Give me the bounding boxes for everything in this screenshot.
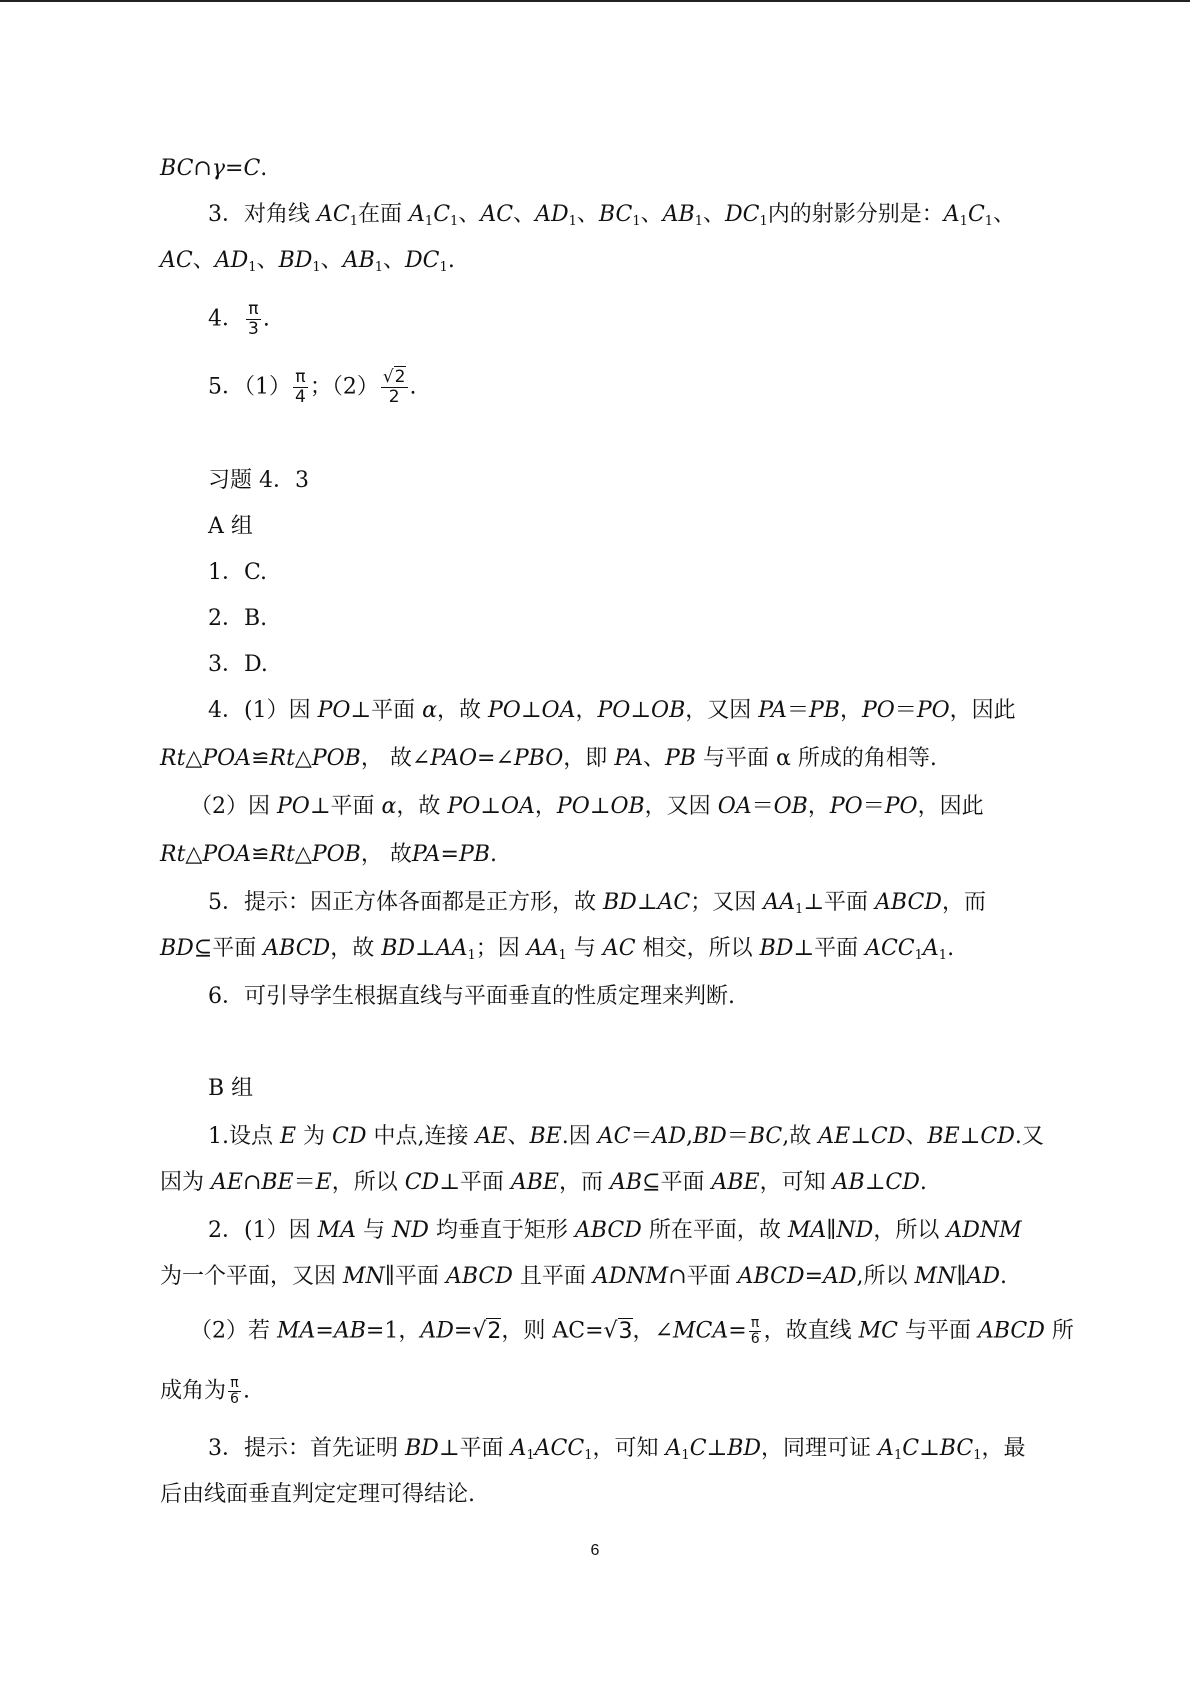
answer-b2-line-2: 为一个平面，又因 MN∥平面 ABCD 且平面 ADNM∩平面 ABCD=AD,所以 MN∥AD. (160, 1264, 1008, 1289)
answer-b2-line-1: 2．(1）因 MA 与 ND 均垂直于矩形 ABCD 所在平面，故 MA∥ND，所以 ADNM (208, 1218, 1022, 1243)
answer-a4-line-3: （2）因 PO⊥平面 α，故 PO⊥OA，PO⊥OB，又因 OA＝OB，PO＝PO，因此 (190, 794, 984, 819)
fraction-pi-over-6-b: $\frac{\pi}{6}$ (230, 1375, 239, 1407)
answer-a4-line-4: Rt△POA≌Rt△POB， 故PA=PB. (160, 842, 497, 867)
answer-a4-line-1: 4．(1）因 PO⊥平面 α，故 PO⊥OA，PO⊥OB，又因 PA＝PB，PO＝PO，因此 (208, 698, 1016, 723)
section-title: 习题 4．3 (208, 468, 309, 493)
page-number: 6 (590, 1542, 600, 1559)
answer-a4-line-2: Rt△POA≌Rt△POB， 故∠PAO=∠PBO，即 PA、PB 与平面 α 所成的角相等. (160, 746, 937, 771)
answer-b3-line-1: 3．提示：首先证明 BD⊥平面 $A_1ACC_1$，可知 $A_1C\perp BD$，同理可证 $A_1C\perp BC_1$，最 (208, 1436, 1026, 1463)
answer-b1-line-2: 因为 AE∩BE＝E，所以 CD⊥平面 ABE，而 AB⊆平面 ABE，可知 AB⊥CD. (160, 1170, 927, 1195)
answer-b3-line-2: 后由线面垂直判定定理可得结论. (160, 1482, 475, 1507)
group-a-heading: A 组 (208, 514, 253, 539)
fraction-pi-over-6: $\frac{\pi}{6}$ (750, 1315, 760, 1347)
answer-b2-line-3: （2）若 MA=AB=1，AD=√2，则 AC=√3，∠MCA= $\frac{\pi}{6}$ ，故直线 MC 与平面 ABCD 所 (190, 1315, 1074, 1347)
answer-a2: 2．B. (208, 606, 268, 631)
answer-5: 5．（1） $\frac{\pi}{4}$ ；（2） $\frac{√2}{2}$ . (208, 367, 417, 407)
answer-4: 4． $\frac{\pi}{3}$ . (208, 299, 270, 339)
answer-3-line-1: 3．对角线 $AC_1$在面 $A_1C_1$、AC、$AD_1$、$BC_1$、$AB_1$、$DC_1$内的射影分别是：$A_1C_1$、 (208, 202, 1016, 229)
answer-a5-line-2: BD⊆平面 ABCD，故 $BD\perp AA_1$；因 $AA_1$ 与 AC 相交，所以 BD⊥平面 $ACC_1A_1$. (160, 936, 955, 963)
sqrt-3: √3 (603, 1318, 633, 1344)
fraction-root2-over-2: $\frac{√2}{2}$ (382, 367, 406, 407)
fraction-pi-over-3: $\frac{\pi}{3}$ (248, 299, 259, 339)
answer-a1: 1．C. (208, 560, 268, 585)
continuation-line: BC∩γ=C. (160, 156, 268, 181)
fraction-pi-over-4: $\frac{\pi}{4}$ (295, 367, 306, 407)
answer-a6: 6．可引导学生根据直线与平面垂直的性质定理来判断. (208, 984, 735, 1009)
answer-a5-line-1: 5．提示：因正方体各面都是正方形，故 BD⊥AC；又因 $AA_1\perp$平面 ABCD，而 (208, 890, 986, 917)
answer-a3: 3．D. (208, 652, 268, 677)
answer-3-line-2: AC、$AD_1$、$BD_1$、$AB_1$、$DC_1$. (160, 248, 455, 275)
group-b-heading: B 组 (208, 1076, 254, 1101)
sqrt-2: √2 (472, 1318, 502, 1344)
answer-b1-line-1: 1.设点 E 为 CD 中点,连接 AE、BE.因 AC＝AD,BD＝BC,故 AE⊥CD、BE⊥CD.又 (208, 1124, 1044, 1149)
top-border-line (0, 0, 1190, 2)
answer-b2-line-4: 成角为 $\frac{\pi}{6}$ . (160, 1375, 250, 1407)
